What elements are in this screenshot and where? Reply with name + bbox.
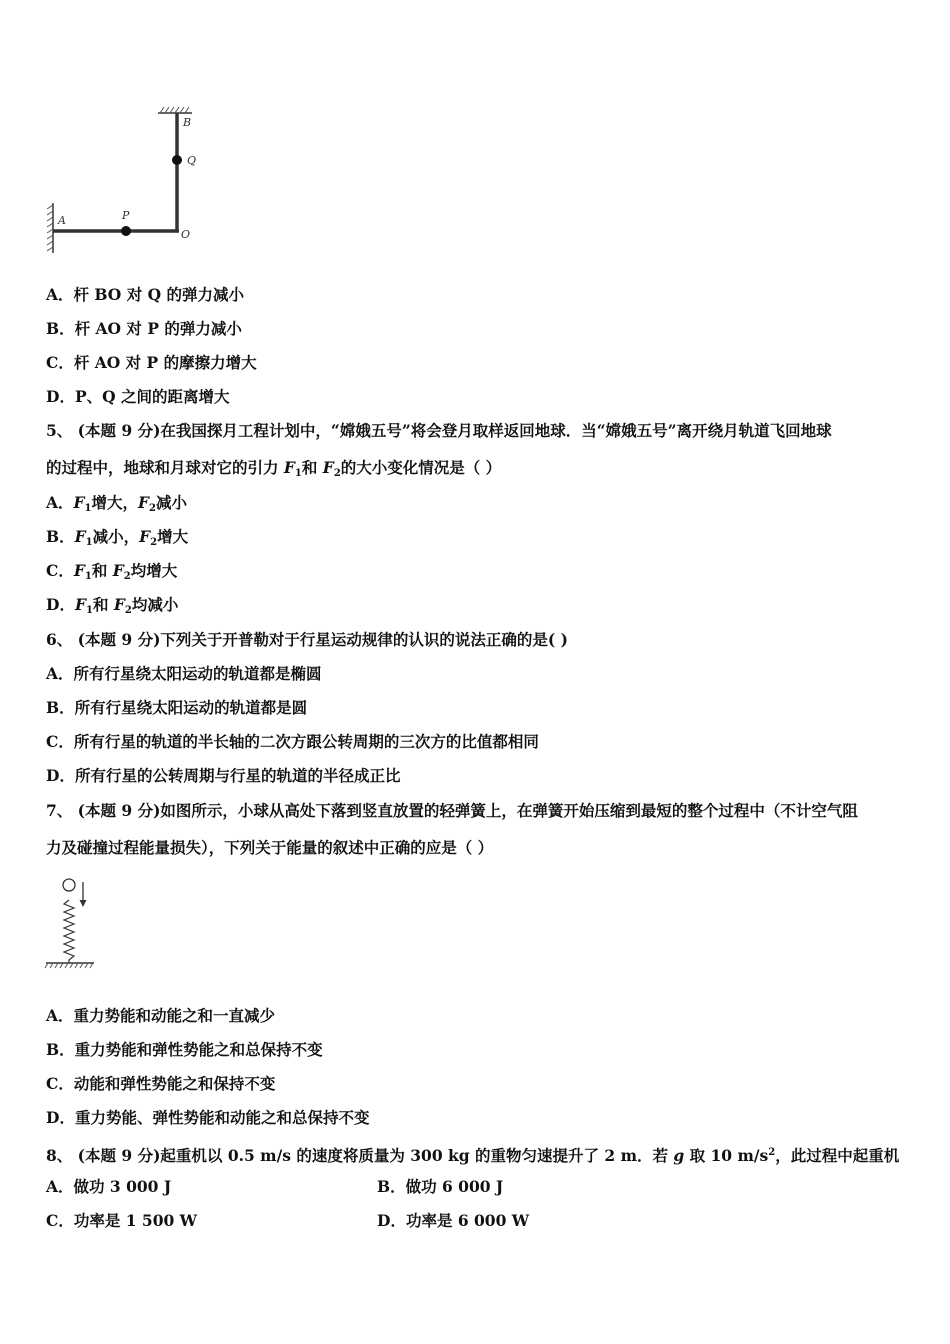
label-b: B — [183, 116, 192, 129]
ground — [45, 963, 94, 968]
label-o: O — [181, 228, 191, 241]
q6-option-a: A．所有行星绕太阳运动的轨道都是椭圆 — [46, 664, 322, 683]
q5-option-b: B．$F_1$减小，$F_2$增大 — [46, 527, 189, 548]
label-p: P — [122, 209, 130, 222]
q8-stem: 8、 (本题 9 分)起重机以 0.5 m/s 的速度将质量为 300 kg 的重物匀速提升了 2 m．若 g 取 10 $m/s^2$，此过程中起重机 — [46, 1146, 900, 1165]
q5-option-c: C．$F_1$和 $F_2$均增大 — [46, 561, 178, 582]
rod-diagram — [40, 105, 210, 255]
q5-stem-line1: 5、 (本题 9 分)在我国探月工程计划中，“嫦娥五号”将会登月取样返回地球．当“嫦娥五号”离开绕月轨道飞回地球 — [46, 421, 832, 440]
q5-option-d: D．$F_1$和 $F_2$均减小 — [46, 595, 179, 616]
q7-option-c: C．动能和弹性势能之和保持不变 — [46, 1074, 276, 1093]
label-a: A — [58, 214, 66, 227]
q6-stem: 6、 (本题 9 分)下列关于开普勒对于行星运动规律的认识的说法正确的是( ) — [46, 630, 568, 649]
q8-option-a: A．做功 3 000 J — [46, 1177, 172, 1196]
q4-option-b: B．杆 AO 对 P 的弹力减小 — [46, 319, 242, 338]
q7-stem-line2: 力及碰撞过程能量损失），下列关于能量的叙述中正确的应是（ ） — [46, 838, 494, 857]
q6-option-c: C．所有行星的轨道的半长轴的二次方跟公转周期的三次方的比值都相同 — [46, 732, 539, 751]
down-arrow-icon — [80, 882, 87, 907]
q8-option-b: B．做功 6 000 J — [377, 1177, 504, 1196]
ring-p — [121, 226, 131, 236]
q5-option-a: A．$F_1$增大，$F_2$减小 — [46, 493, 188, 514]
ball-icon — [63, 879, 75, 891]
q7-option-a: A．重力势能和动能之和一直减少 — [46, 1006, 276, 1025]
q4-option-c: C．杆 AO 对 P 的摩擦力增大 — [46, 353, 257, 372]
q8-option-d: D．功率是 6 000 W — [377, 1211, 530, 1230]
q8-option-c: C．功率是 1 500 W — [46, 1211, 198, 1230]
q6-option-b: B．所有行星绕太阳运动的轨道都是圆 — [46, 698, 308, 717]
q5-stem-line2: 的过程中，地球和月球对它的引力 $F_1$和 $F_2$的大小变化情况是（ ） — [46, 458, 502, 479]
wall-support — [47, 203, 53, 253]
spring-coil — [64, 900, 74, 963]
q7-stem-line1: 7、 (本题 9 分)如图所示，小球从高处下落到竖直放置的轻弹簧上，在弹簧开始压缩到最短的整个过程中（不计空气阻 — [46, 801, 858, 820]
label-q: Q — [187, 154, 197, 167]
ceiling-support — [158, 107, 192, 113]
q7-option-b: B．重力势能和弹性势能之和总保持不变 — [46, 1040, 323, 1059]
ring-q — [172, 155, 182, 165]
q6-option-d: D．所有行星的公转周期与行星的轨道的半径成正比 — [46, 766, 401, 785]
q4-option-d: D．P、Q 之间的距离增大 — [46, 387, 230, 406]
q7-option-d: D．重力势能、弹性势能和动能之和总保持不变 — [46, 1108, 370, 1127]
spring-diagram — [40, 876, 100, 971]
q4-option-a: A．杆 BO 对 Q 的弹力减小 — [46, 285, 245, 304]
